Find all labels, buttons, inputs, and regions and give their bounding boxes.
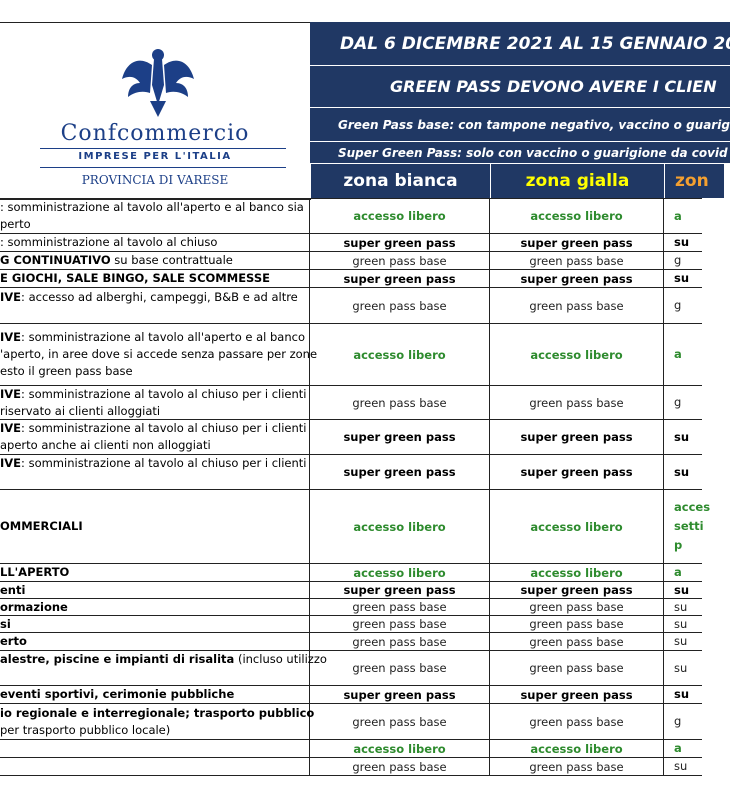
table-row xyxy=(0,633,702,651)
brand-rule-top xyxy=(40,148,286,149)
row-label-line: erto xyxy=(0,634,27,648)
row-label-line: io regionale e interregionale; trasporto pubblico xyxy=(0,705,315,720)
zone-cell xyxy=(664,633,724,650)
row-label-line: E GIOCHI, SALE BINGO, SALE SCOMMESSE xyxy=(0,271,270,285)
row-label-line xyxy=(0,668,309,685)
row-label xyxy=(0,324,318,385)
zone-cell xyxy=(664,758,724,775)
table-row xyxy=(0,599,702,616)
zone-cell: super green pass xyxy=(490,234,664,251)
zone-cell-text: su xyxy=(674,464,690,479)
row-label-line: G CONTINUATIVO su base contrattuale xyxy=(0,253,233,267)
zone-cell: super green pass xyxy=(310,270,490,287)
zone-cell-text: su xyxy=(674,687,690,701)
zone-cell-text: g xyxy=(674,298,682,312)
table-row xyxy=(0,616,702,633)
table-row xyxy=(0,651,702,686)
row-label-line: aperto anche ai clienti non alloggiati xyxy=(0,438,211,452)
zone-cell: accesso libero xyxy=(310,740,490,757)
zone-cell: accesso libero xyxy=(490,740,664,757)
table-row xyxy=(0,686,702,704)
zone-cell: accesso libero xyxy=(310,490,490,563)
row-label xyxy=(0,651,327,685)
zone-cell: green pass base xyxy=(310,288,490,323)
row-label xyxy=(0,455,310,489)
zone-cell xyxy=(664,490,724,563)
row-label xyxy=(0,686,310,703)
row-label xyxy=(0,564,310,581)
zone-cell xyxy=(664,704,724,739)
zone-cell-text: g xyxy=(674,714,682,728)
row-label-line: si xyxy=(0,616,11,631)
zone-cell: super green pass xyxy=(310,420,490,454)
row-label-line: alestre, piscine e impianti di risalita (incluso utilizzo xyxy=(0,652,327,666)
header-green-pass-base-note: Green Pass base: con tampone negativo, vaccino o guarig xyxy=(310,108,730,142)
zone-cell-text: su xyxy=(674,616,688,631)
row-label-line: eventi sportivi, cerimonie pubbliche xyxy=(0,687,235,701)
row-label-line: : somministrazione al tavolo all'aperto e al banco sia xyxy=(0,200,304,214)
table-row xyxy=(0,758,702,776)
row-label-line xyxy=(0,472,309,489)
table-row xyxy=(0,420,702,455)
zone-cell xyxy=(664,234,724,251)
zone-cell-text: su xyxy=(674,429,690,444)
row-label xyxy=(0,490,310,563)
zone-cell: green pass base xyxy=(490,758,664,775)
row-label xyxy=(0,740,310,757)
zone-white-header: zona bianca xyxy=(310,164,490,198)
table-row xyxy=(0,386,702,420)
zone-cell: green pass base xyxy=(310,386,490,419)
brand-province: PROVINCIA DI VARESE xyxy=(81,173,229,187)
zone-cell: accesso libero xyxy=(490,564,664,581)
zone-cell-text: a xyxy=(674,347,682,361)
row-label-line: OMMERCIALI xyxy=(0,519,83,533)
brand-name: Confcommercio xyxy=(60,121,250,146)
row-label xyxy=(0,234,310,251)
row-label-line: IVE: accesso ad alberghi, campeggi, B&B e ad altre xyxy=(0,289,298,304)
row-label xyxy=(0,616,310,632)
table-row xyxy=(0,270,702,288)
row-label-line: 'aperto, in aree dove si accede senza passare per zone xyxy=(0,347,318,361)
zone-cell: accesso libero xyxy=(310,199,490,233)
zone-cell-text: su xyxy=(674,271,690,285)
zone-orange-header: zon xyxy=(664,164,724,198)
zone-cell: green pass base xyxy=(310,599,490,615)
table-row xyxy=(0,704,702,740)
zone-cell: green pass base xyxy=(310,758,490,775)
zone-cell: green pass base xyxy=(490,633,664,650)
zone-cell: green pass base xyxy=(490,288,664,323)
table-row xyxy=(0,234,702,252)
zone-cell xyxy=(664,288,724,323)
table-row xyxy=(0,288,702,324)
table-row xyxy=(0,564,702,582)
zone-cell-text: su xyxy=(674,599,688,614)
row-label xyxy=(0,633,310,650)
row-label-line: perto xyxy=(0,217,31,231)
zone-cell-text: su xyxy=(674,582,690,597)
table-row xyxy=(0,582,702,599)
zone-cell: accesso libero xyxy=(490,324,664,385)
row-label-line: ormazione xyxy=(0,599,68,614)
zone-cell-text: setti xyxy=(674,519,704,533)
zone-cell: green pass base xyxy=(310,633,490,650)
zone-cell: green pass base xyxy=(490,616,664,632)
zone-cell: green pass base xyxy=(490,599,664,615)
row-label-line: : somministrazione al tavolo al chiuso xyxy=(0,235,218,249)
header-title: GREEN PASS DEVONO AVERE I CLIEN xyxy=(310,66,730,108)
zone-yellow-header: zona gialla xyxy=(490,164,664,198)
row-label xyxy=(0,288,310,323)
row-label xyxy=(0,582,310,598)
row-label xyxy=(0,252,310,269)
zone-cell: accesso libero xyxy=(310,324,490,385)
row-label-line: IVE: somministrazione al tavolo all'aperto e al banco xyxy=(0,330,306,344)
zone-cell xyxy=(664,455,724,489)
zone-cell: green pass base xyxy=(490,651,664,685)
zone-cell-text: g xyxy=(674,253,682,267)
header-date-range: DAL 6 DICEMBRE 2021 AL 15 GENNAIO 20 xyxy=(310,22,730,66)
row-label-line xyxy=(0,306,309,323)
row-label xyxy=(0,420,310,454)
row-label-line: IVE: somministrazione al tavolo al chiuso per i clienti xyxy=(0,386,307,401)
zone-cell: green pass base xyxy=(490,252,664,269)
row-label-line: IVE: somministrazione al tavolo al chiuso per i clienti xyxy=(0,421,307,435)
zone-cell-text: a xyxy=(674,741,682,755)
zone-cell-text: g xyxy=(674,395,682,409)
eagle-logo-icon xyxy=(118,45,198,125)
zone-cell-text: su xyxy=(674,634,688,648)
table-row xyxy=(0,490,711,564)
table-row xyxy=(0,740,702,758)
zone-cell-text: acces xyxy=(674,500,711,514)
table-row xyxy=(0,324,702,386)
zone-cell: super green pass xyxy=(490,455,664,489)
row-label-line: LL'APERTO xyxy=(0,565,70,579)
zone-cell: green pass base xyxy=(310,616,490,632)
row-label-line: esto il green pass base xyxy=(0,364,133,378)
zone-cell: accesso libero xyxy=(310,564,490,581)
zone-cell: super green pass xyxy=(310,686,490,703)
zone-cell xyxy=(664,599,724,615)
zone-cell xyxy=(664,740,724,757)
zone-cell: accesso libero xyxy=(490,490,664,563)
zone-cell xyxy=(664,582,724,598)
row-label-line: enti xyxy=(0,582,26,597)
zone-cell-text: p xyxy=(674,538,683,552)
brand-rule-bottom xyxy=(40,167,286,168)
zone-cell-text: su xyxy=(674,759,688,773)
zone-cell: super green pass xyxy=(310,234,490,251)
zone-cell-text: su xyxy=(674,660,688,675)
zone-cell: green pass base xyxy=(310,252,490,269)
zone-cell: super green pass xyxy=(310,455,490,489)
zone-cell xyxy=(664,386,724,419)
zone-cell xyxy=(664,270,724,287)
zone-cell: super green pass xyxy=(310,582,490,598)
row-label-line: per trasporto pubblico locale) xyxy=(0,722,171,737)
table-row xyxy=(0,252,702,270)
zone-cell xyxy=(664,252,724,269)
zone-cell: super green pass xyxy=(490,686,664,703)
zone-cell: accesso libero xyxy=(490,199,664,233)
row-label xyxy=(0,386,310,419)
zone-cell: green pass base xyxy=(490,704,664,739)
logo-box xyxy=(0,22,311,200)
row-label-line xyxy=(0,758,309,775)
zone-cell: green pass base xyxy=(490,386,664,419)
zone-cell xyxy=(664,616,724,632)
header-super-green-pass-note: Super Green Pass: solo con vaccino o guarigione da covid ( xyxy=(310,142,730,164)
zone-cell xyxy=(664,564,724,581)
row-label xyxy=(0,270,310,287)
row-label xyxy=(0,599,310,615)
zone-cell xyxy=(664,420,724,454)
row-label xyxy=(0,199,310,233)
zone-cell xyxy=(664,324,724,385)
zone-cell-text: a xyxy=(674,208,682,223)
zone-cell: super green pass xyxy=(490,582,664,598)
zone-cell: super green pass xyxy=(490,420,664,454)
row-label xyxy=(0,758,310,775)
row-label-line: IVE: somministrazione al tavolo al chiuso per i clienti xyxy=(0,456,307,470)
row-label xyxy=(0,704,315,739)
zone-cell xyxy=(664,686,724,703)
row-label-line: riservato ai clienti alloggiati xyxy=(0,403,161,418)
brand-subtitle: IMPRESE PER L'ITALIA xyxy=(78,151,232,162)
zone-cell xyxy=(664,651,724,685)
zone-cell-text: a xyxy=(674,565,682,579)
zone-cell: green pass base xyxy=(310,704,490,739)
zone-cell: green pass base xyxy=(310,651,490,685)
zone-cell xyxy=(664,199,724,233)
row-label-line xyxy=(0,740,309,757)
table-row xyxy=(0,455,702,490)
zone-cell-text: su xyxy=(674,235,690,249)
zone-cell: super green pass xyxy=(490,270,664,287)
table-row xyxy=(0,198,702,234)
